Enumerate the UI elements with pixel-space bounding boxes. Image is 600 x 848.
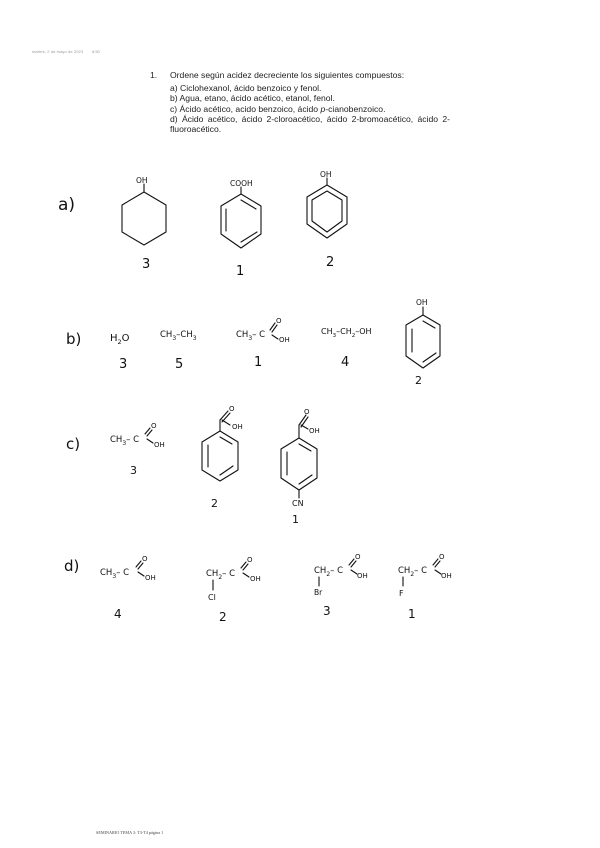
acetic-acid-formula-b: $CH_3-$ C <box>236 330 266 342</box>
carboxyl-o-d1: O <box>142 555 148 563</box>
header-date: martes, 2 de mayo de 2023 <box>32 49 84 54</box>
cyano-substituent: CN <box>292 499 304 508</box>
benzoic-acid-structure <box>221 187 261 248</box>
carboxyl-bonds-b <box>270 323 278 339</box>
option-d: d) Ácido acético, ácido 2-cloroacético, ácido 2-bromoacético, ácido 2-fluoroacético. <box>170 113 450 135</box>
carboxyl-oh-d4: OH <box>441 572 452 580</box>
acetic-acid-formula-c: $CH_3-$ C <box>110 435 140 447</box>
water-formula: $H_2O$ <box>110 333 130 346</box>
chloro-substituent: Cl <box>208 593 216 602</box>
cyclohexanol-oh: OH <box>136 176 148 185</box>
rank-d-2: 2 <box>219 610 227 624</box>
phenol-oh-a: OH <box>320 170 332 179</box>
fluoro-substituent: F <box>399 589 404 598</box>
benzoic-o-c: O <box>229 405 235 413</box>
rank-a-3: 2 <box>326 255 335 270</box>
carboxyl-o-d2: O <box>247 556 253 564</box>
rank-c-3: 1 <box>292 513 299 526</box>
question-number: 1. <box>150 70 158 80</box>
phenol-structure-b <box>406 307 440 368</box>
rank-b-5: 2 <box>415 374 422 387</box>
carboxyl-o-c: O <box>151 422 157 430</box>
answer-a-letter: a) <box>58 195 76 215</box>
phenol-oh-b: OH <box>416 298 428 307</box>
header-time: 8:50 <box>92 49 100 54</box>
carboxyl-oh-d2: OH <box>250 575 261 583</box>
rank-b-3: 1 <box>254 355 263 370</box>
fluoroacetic-formula: $CH_2-$ C <box>398 566 428 578</box>
option-c: c) Ácido acético, acido benzoico, ácido p-cianobenzoico. <box>170 103 386 114</box>
rank-c-1: 3 <box>130 464 137 477</box>
acetic-acid-formula-d: $CH_3-$ C <box>100 568 130 580</box>
answer-c-letter: c) <box>66 435 81 453</box>
carboxyl-bonds-d1 <box>136 561 144 576</box>
rank-d-3: 3 <box>323 604 331 618</box>
carboxyl-o-b: O <box>276 317 282 325</box>
rank-a-1: 3 <box>142 257 151 272</box>
cyanobenzoic-oh: OH <box>309 427 320 435</box>
carboxyl-o-d3: O <box>355 553 361 561</box>
phenol-structure-a <box>307 178 347 238</box>
rank-a-2: 1 <box>236 264 245 279</box>
carboxyl-oh-c: OH <box>154 441 165 449</box>
answer-d-letter: d) <box>64 557 80 575</box>
rank-b-2: 5 <box>175 357 184 372</box>
option-a: a) Ciclohexanol, ácido benzoico y fenol. <box>170 83 322 94</box>
benzoic-oh-c: OH <box>232 423 243 431</box>
page-footer: SEMINARIO TEMA 3: T3-T4 página 1 <box>96 830 164 835</box>
cyanobenzoic-o: O <box>304 408 310 416</box>
carboxyl-oh-b: OH <box>279 336 290 344</box>
bromo-substituent: Br <box>314 588 323 597</box>
question-prompt: Ordene según acidez decreciente los siguientes compuestos: <box>170 70 405 80</box>
rank-d-4: 1 <box>408 607 416 621</box>
option-b: b) Agua, etano, ácido acético, etanol, fenol. <box>170 93 335 104</box>
rank-b-4: 4 <box>341 355 350 370</box>
carboxyl-bonds-c <box>145 428 153 443</box>
rank-c-2: 2 <box>211 497 218 510</box>
ethane-formula: $CH_3-CH_3$ <box>160 330 197 342</box>
benzoic-acid-cooh: COOH <box>230 179 253 188</box>
carboxyl-oh-d1: OH <box>145 574 156 582</box>
cyclohexanol-structure <box>122 184 166 245</box>
answer-b-letter: b) <box>66 330 82 348</box>
carboxyl-o-d4: O <box>439 553 445 561</box>
bromoacetic-formula: $CH_2-$ C <box>314 566 344 578</box>
carboxyl-oh-d3: OH <box>357 572 368 580</box>
rank-d-1: 4 <box>114 607 122 621</box>
benzoic-acid-structure-c <box>202 411 238 481</box>
rank-b-1: 3 <box>119 357 128 372</box>
chloroacetic-formula: $CH_2-$ C <box>206 569 236 581</box>
ethanol-formula: $CH_3-CH_2-OH$ <box>321 327 372 339</box>
